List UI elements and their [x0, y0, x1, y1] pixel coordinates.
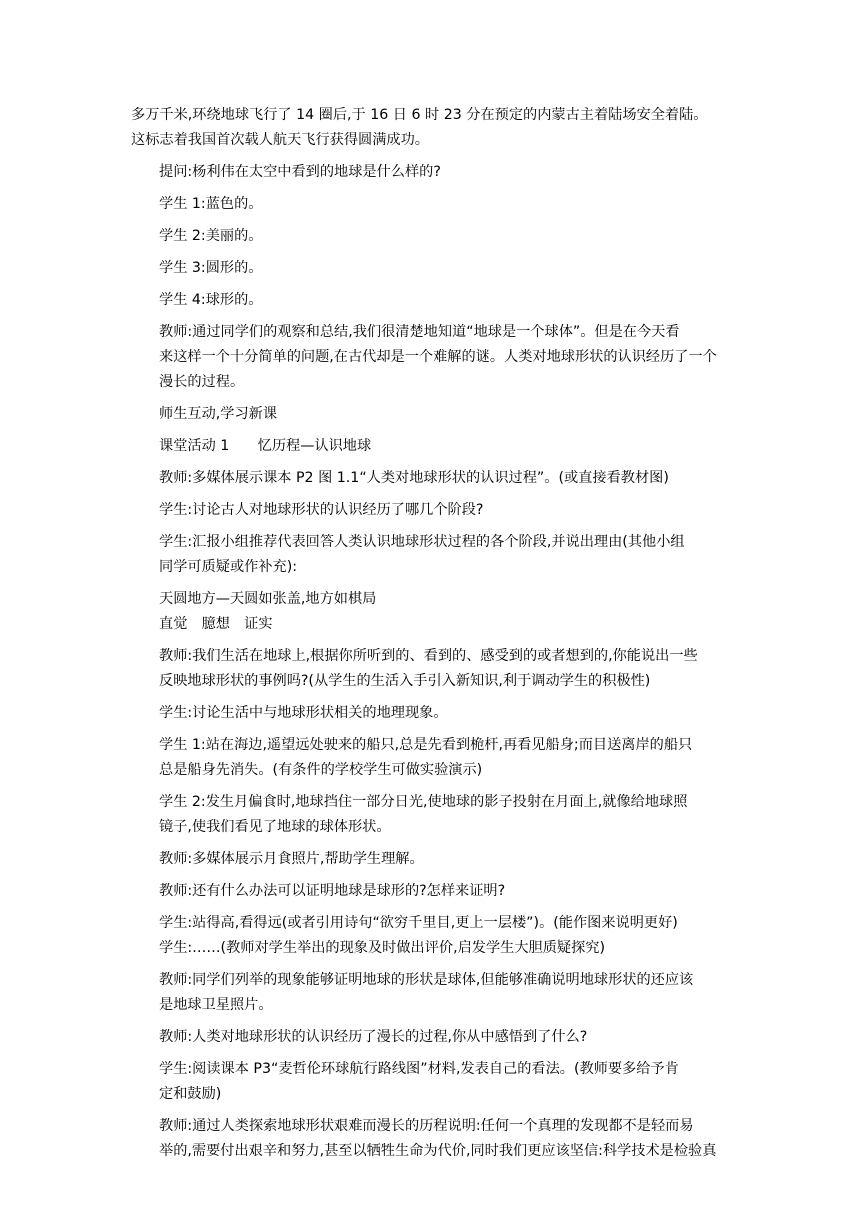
text-line: 同学可质疑或作补充):: [159, 559, 298, 575]
text-line: 举的,需要付出艰辛和努力,甚至以牺牲生命为代价,同时我们更应该坚信:科学技术是检验真: [159, 1143, 717, 1159]
text-line: 学生:讨论生活中与地球形状相关的地理现象。: [159, 705, 448, 721]
text-line: 学生 1:站在海边,遥望远处驶来的船只,总是先看到桅杆,再看见船身;而目送离岸的船只: [159, 737, 693, 753]
text-line: 学生:讨论古人对地球形状的认识经历了哪几个阶段?: [159, 502, 484, 518]
text-line: 这标志着我国首次载人航天飞行获得圆满成功。: [131, 132, 429, 148]
paragraph: [131, 733, 731, 783]
paragraph: [131, 192, 731, 217]
paragraph: [131, 256, 731, 281]
text-line: 提问:杨利伟在太空中看到的地球是什么样的?: [159, 164, 441, 180]
text-line: 镜子,使我们看见了地球的球体形状。: [159, 819, 391, 835]
text-line: 直觉 臆想 证实: [159, 616, 273, 632]
paragraph: [131, 160, 731, 185]
text-line: 多万千米,环绕地球飞行了 14 圈后,于 16 日 6 时 23 分在预定的内蒙古主着陆场安全着陆。: [131, 107, 708, 123]
text-line: 学生:站得高,看得远(或者引用诗句“欲穷千里目,更上一层楼”)。(能作图来说明更好): [159, 915, 678, 931]
text-line: 来这样一个十分简单的问题,在古代却是一个难解的谜。人类对地球形状的认识经历了一个: [159, 349, 717, 365]
paragraph: [131, 587, 731, 612]
paragraph: [131, 466, 731, 491]
text-line: 学生:汇报小组推荐代表回答人类认识地球形状过程的各个阶段,并说出理由(其他小组: [159, 534, 685, 550]
paragraph: [131, 288, 731, 313]
text-line: 教师:人类对地球形状的认识经历了漫长的过程,你从中感悟到了什么?: [159, 1029, 588, 1045]
paragraph: [131, 530, 731, 580]
text-line: 天圆地方—天圆如张盖,地方如棋局: [159, 591, 377, 607]
text-line: 学生:阅读课本 P3“麦哲伦环球航行路线图”材料,发表自己的看法。(教师要多给予肯: [159, 1061, 679, 1077]
document-body: [131, 103, 731, 1171]
paragraph: [131, 847, 731, 872]
paragraph: [131, 879, 731, 904]
paragraph: [131, 1057, 731, 1107]
text-line: 教师:我们生活在地球上,根据你所听到的、看到的、感受到的或者想到的,你能说出一些: [159, 648, 698, 664]
paragraph: [131, 434, 731, 459]
text-line: 学生 2:发生月偏食时,地球挡住一部分日光,使地球的影子投射在月面上,就像给地球照: [159, 794, 688, 810]
text-line: 教师:通过同学们的观察和总结,我们很清楚地知道“地球是一个球体”。但是在今天看: [159, 324, 680, 340]
text-line: 学生 1:蓝色的。: [159, 196, 263, 212]
text-line: 师生互动,学习新课: [159, 406, 278, 422]
paragraph: [131, 1114, 731, 1164]
text-line: 课堂活动 1 忆历程—认识地球: [159, 438, 372, 454]
text-line: 教师:多媒体展示月食照片,帮助学生理解。: [159, 851, 424, 867]
text-line: 教师:通过人类探索地球形状艰难而漫长的历程说明:任何一个真理的发现都不是轻而易: [159, 1118, 694, 1134]
text-line: 学生 2:美丽的。: [159, 228, 263, 244]
paragraph: [131, 103, 731, 153]
text-line: 教师:还有什么办法可以证明地球是球形的?怎样来证明?: [159, 883, 506, 899]
paragraph: [131, 498, 731, 523]
paragraph: [131, 612, 731, 637]
paragraph: [131, 790, 731, 840]
text-line: 定和鼓励): [159, 1086, 222, 1102]
paragraph: [131, 911, 731, 936]
text-line: 学生 4:球形的。: [159, 292, 263, 308]
paragraph: [131, 968, 731, 1018]
paragraph: [131, 701, 731, 726]
text-line: 漫长的过程。: [159, 374, 245, 390]
text-line: 是地球卫星照片。: [159, 997, 273, 1013]
text-line: 教师:同学们列举的现象能够证明地球的形状是球体,但能够准确说明地球形状的还应该: [159, 972, 694, 988]
paragraph: [131, 320, 731, 395]
paragraph: [131, 644, 731, 694]
text-line: 学生 3:圆形的。: [159, 260, 263, 276]
paragraph: [131, 1025, 731, 1050]
text-line: 教师:多媒体展示课本 P2 图 1.1“人类对地球形状的认识过程”。(或直接看教材图): [159, 470, 669, 486]
paragraph: [131, 402, 731, 427]
paragraph: [131, 936, 731, 961]
paragraph: [131, 224, 731, 249]
text-line: 学生:……(教师对学生举出的现象及时做出评价,启发学生大胆质疑探究): [159, 940, 605, 956]
text-line: 反映地球形状的事例吗?(从学生的生活入手引入新知识,利于调动学生的积极性): [159, 673, 651, 689]
text-line: 总是船身先消失。(有条件的学校学生可做实验演示): [159, 762, 483, 778]
